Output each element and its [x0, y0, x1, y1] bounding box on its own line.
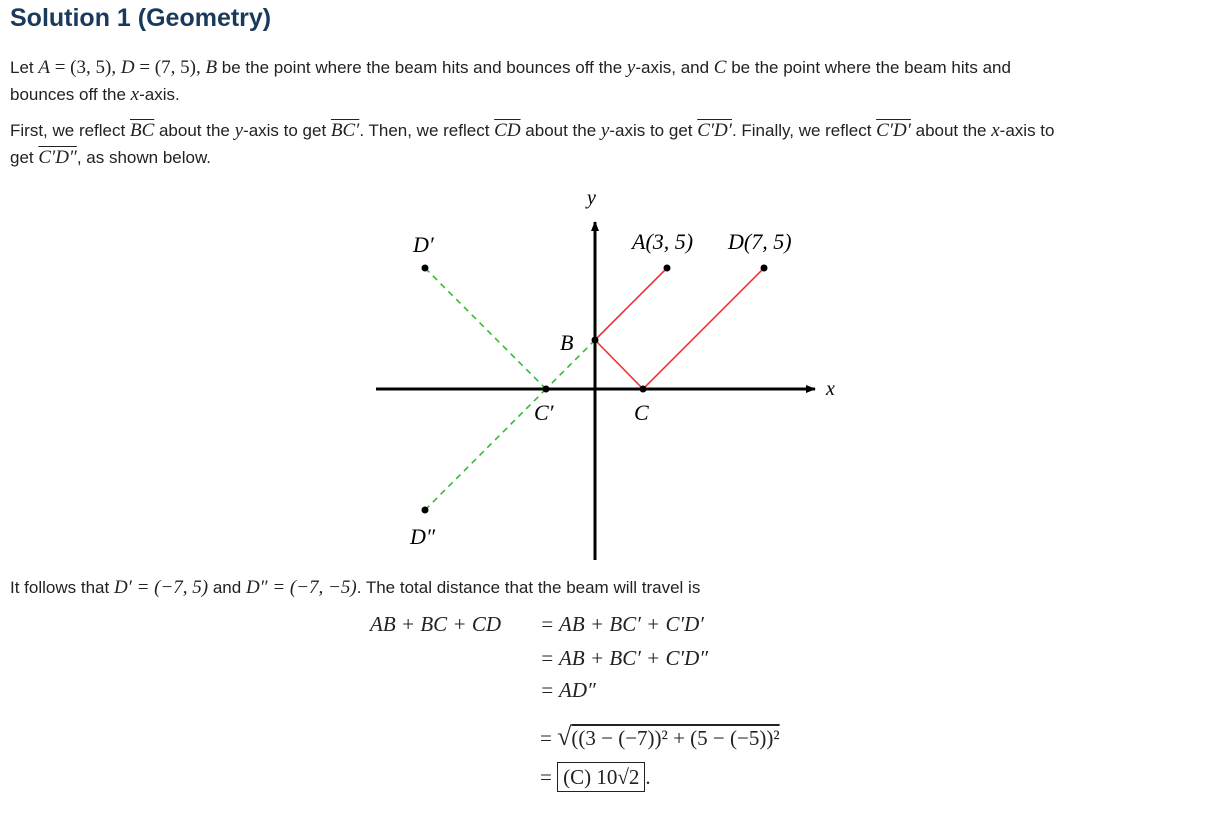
paragraph-conclusion: It follows that D′ = (−7, 5) and D″ = (−7, −5). The total distance that the beam will travel is — [10, 577, 701, 598]
derivation-row-5: = (C) 10√2 . — [540, 765, 651, 790]
point-B — [592, 337, 599, 344]
answer-box: (C) 10√2 — [557, 762, 645, 792]
derivation-row-1: = AB + BC′ + C′D′ — [540, 612, 704, 636]
point-Dpp — [422, 507, 429, 514]
label-C: C — [634, 400, 649, 425]
label-B: B — [560, 330, 574, 355]
point-Cp — [543, 386, 550, 393]
paragraph-reflections: First, we reflect $\overline{BC}$ about the y-axis to get BC′. Then, we reflect $\overline{CD}$ about the y-axis to get C′D′. Finally, we reflect C′D′ about the x-axis to get C′D″, as shown below. — [10, 120, 1055, 168]
segment-AB — [595, 268, 667, 340]
segment-CpDp — [425, 268, 546, 389]
derivation-row-4: = √((3 − (−7))² + (5 − (−5))² — [540, 722, 780, 751]
label-Dpp: D″ — [410, 524, 436, 549]
segment-CD — [643, 268, 764, 389]
label-D: D(7, 5) — [728, 229, 792, 254]
point-A — [664, 265, 671, 272]
label-Cp: C′ — [534, 400, 554, 425]
point-D — [761, 265, 768, 272]
point-Dp — [422, 265, 429, 272]
segment-CpDpp — [425, 389, 546, 510]
label-Dp: D′ — [413, 232, 434, 257]
derivation-row-2: = AB + BC′ + C′D″ — [540, 646, 708, 670]
label-x-axis: x — [826, 378, 835, 400]
derivation-row-3: = AD″ — [540, 678, 596, 702]
sqrt-symbol-icon: √ — [557, 722, 572, 751]
solution-heading: Solution 1 (Geometry) — [10, 4, 272, 32]
point-C — [640, 386, 647, 393]
label-A: A(3, 5) — [632, 229, 694, 254]
label-y-axis: y — [587, 187, 596, 209]
paragraph-setup: Let A = (3, 5), D = (7, 5), B be the point where the beam hits and bounces off the y-axis, and C be the point where the beam hits and bounces off the x-axis. — [10, 57, 1011, 105]
derivation-lhs: AB + BC + CD — [370, 612, 502, 636]
segment-BC — [595, 340, 643, 389]
